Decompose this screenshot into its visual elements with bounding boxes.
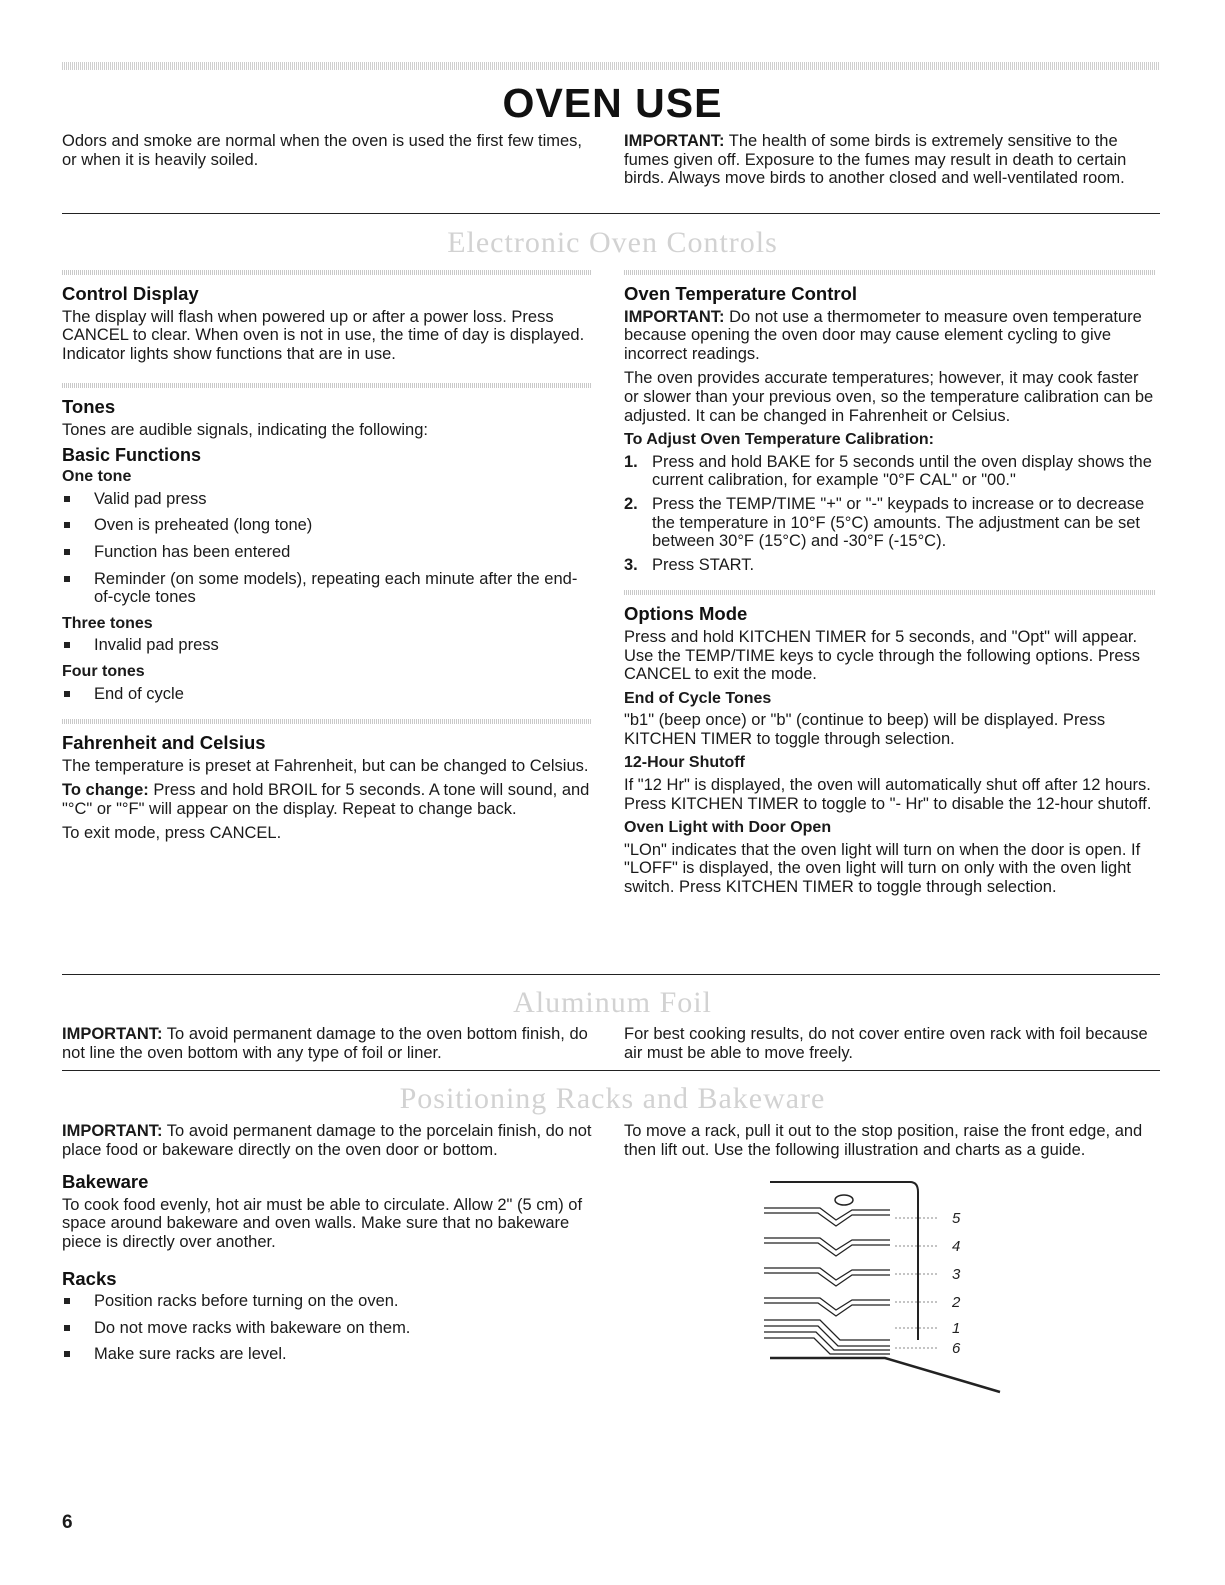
temp-important-label: IMPORTANT: <box>624 307 725 326</box>
oven-light-icon <box>835 1195 853 1205</box>
electronic-right-column <box>624 270 1156 903</box>
exit-mode-text: To exit mode, press CANCEL. <box>62 824 282 843</box>
rack-position-label: 3 <box>952 1266 961 1283</box>
column-hatch <box>62 383 592 388</box>
basic-functions-title: Basic Functions <box>62 444 202 465</box>
list-item: Make sure racks are level. <box>62 1345 602 1364</box>
section-rule <box>62 1070 1160 1071</box>
column-hatch <box>62 270 592 275</box>
list-item: Position racks before turning on the oven. <box>62 1292 602 1311</box>
page-title: OVEN USE <box>502 80 723 126</box>
racks-right <box>624 1122 1154 1165</box>
tones-text: Tones are audible signals, indicating the following: <box>62 420 428 439</box>
racks-title: Racks <box>62 1267 117 1289</box>
list-item: Invalid pad press <box>62 636 592 655</box>
to-change-label: To change: <box>62 781 149 800</box>
rack-position-label: 4 <box>952 1238 961 1255</box>
rack-position-label: 6 <box>952 1340 961 1357</box>
intro-right-text: The health of some birds is extremely sensitive to the fumes given off. Exposure to the fumes may result in death to certain birds. Always move birds to another closed and well-ventilated room. <box>624 132 1127 188</box>
bakeware-title: Bakeware <box>62 1171 149 1193</box>
one-tone-title: One tone <box>62 468 132 486</box>
oven-light-text: "LOn" indicates that the oven light will turn on when the door is open. If "LOFF" is displayed, the oven light will turn on only with the oven light switch. Press KITCHEN TIMER to toggle through selection. <box>624 840 1141 897</box>
control-display-text: The display will flash when powered up or after a power loss. Press CANCEL to clear. When oven is not in use, the time of day is displayed. Indicator lights show functions that are in use. <box>62 307 585 363</box>
section-heading-racks: Positioning Racks and Bakeware <box>399 1082 826 1115</box>
list-item: Oven is preheated (long tone) <box>62 516 592 535</box>
rack-position-label: 2 <box>952 1294 961 1311</box>
list-item: Valid pad press <box>62 490 592 509</box>
tones-title: Tones <box>62 396 116 418</box>
foil-right-text: For best cooking results, do not cover entire oven rack with foil because air must be able to move freely. <box>624 1025 1148 1062</box>
section-rule <box>62 974 1160 975</box>
list-item: Do not move racks with bakeware on them. <box>62 1319 602 1338</box>
to-change-text: Press and hold BROIL for 5 seconds. A tone will sound, and "°C" or "°F" will appear on the display. Repeat to change back. <box>62 781 590 818</box>
intro-right <box>624 132 1154 194</box>
fc-text: The temperature is preset at Fahrenheit, but can be changed to Celsius. <box>62 756 589 775</box>
oven-light-title: Oven Light with Door Open <box>624 819 832 837</box>
intro-left <box>62 132 582 175</box>
three-tones-title: Three tones <box>62 614 153 632</box>
rack-position-label: 5 <box>952 1210 961 1227</box>
options-mode-text: Press and hold KITCHEN TIMER for 5 seconds, and "Opt" will appear. Use the TEMP/TIME keys to cycle through the following options. Press CANCEL to exit the mode. <box>624 627 1141 684</box>
end-of-cycle-text: "b1" (beep once) or "b" (continue to beep) will be displayed. Press KITCHEN TIMER to toggle through selection. <box>624 711 1106 748</box>
column-hatch <box>624 590 1156 595</box>
top-hatch-bar <box>62 62 1160 70</box>
foil-right <box>624 1025 1154 1068</box>
list-item: Reminder (on some models), repeating each minute after the end-of-cycle tones <box>62 570 592 607</box>
section-rule <box>62 213 1160 214</box>
racks-left-column <box>62 1122 602 1372</box>
four-tones-title: Four tones <box>62 662 145 680</box>
bakeware-text: To cook food evenly, hot air must be able to circulate. Allow 2" (5 cm) of space around bakeware and oven walls. Make sure that no bakeware piece is directly over another. <box>62 1195 583 1251</box>
rack-positions-illustration <box>760 1180 1020 1400</box>
foil-important-label: IMPORTANT: <box>62 1025 163 1043</box>
list-item: End of cycle <box>62 685 592 704</box>
racks-important-label: IMPORTANT: <box>62 1122 163 1140</box>
list-item: Function has been entered <box>62 543 592 562</box>
control-display-title: Control Display <box>62 283 199 304</box>
racks-right-text: To move a rack, pull it out to the stop position, raise the front edge, and then lift out. Use the following illustration and charts as a guide. <box>624 1122 1143 1159</box>
racks-left-text: To avoid permanent damage to the porcelain finish, do not place food or bakeware directly on the oven door or bottom. <box>62 1122 592 1159</box>
step-item: 1. Press and hold BAKE for 5 seconds until the oven display shows the current calibration, for example "0°F CAL" or "00." <box>624 452 1152 490</box>
shutoff-title: 12-Hour Shutoff <box>624 754 745 772</box>
foil-left-text: To avoid permanent damage to the oven bottom finish, do not line the oven bottom with any type of foil or liner. <box>62 1025 588 1062</box>
foil-left <box>62 1025 592 1068</box>
temp-important-text: Do not use a thermometer to measure oven temperature because opening the oven door may cause element cycling to give incorrect readings. <box>624 307 1142 363</box>
options-mode-title: Options Mode <box>624 603 748 625</box>
step-item: 2. Press the TEMP/TIME "+" or "-" keypads to increase or to decrease the temperature in 10°F (5°C) amounts. The adjustment can be set between 30°F (15°C) and -30°F (-15°C). <box>624 494 1145 551</box>
intro-important-label: IMPORTANT: <box>624 132 725 150</box>
adjust-calibration-title: To Adjust Oven Temperature Calibration: <box>624 431 934 449</box>
fahrenheit-celsius-title: Fahrenheit and Celsius <box>62 732 266 754</box>
shutoff-text: If "12 Hr" is displayed, the oven will automatically shut off after 12 hours. Press KITCHEN TIMER to toggle to "- Hr" to disable the 12-hour shutoff. <box>624 776 1152 813</box>
rack-position-label: 1 <box>952 1320 961 1337</box>
page-number: 6 <box>62 1512 73 1533</box>
electronic-left-column <box>62 270 592 849</box>
section-heading-foil: Aluminum Foil <box>513 986 712 1019</box>
end-of-cycle-title: End of Cycle Tones <box>624 689 772 707</box>
temp-control-text: The oven provides accurate temperatures; however, it may cook faster or slower than your previous oven, so the temperature calibration can be adjusted. It can be changed in Fahrenheit or Celsius. <box>624 369 1154 425</box>
temp-control-title: Oven Temperature Control <box>624 283 858 304</box>
section-heading-electronic: Electronic Oven Controls <box>447 226 778 259</box>
step-item: 3. Press START. <box>624 555 755 574</box>
column-hatch <box>62 719 592 724</box>
intro-left-text: Odors and smoke are normal when the oven is used the first few times, or when it is heavily soiled. <box>62 132 582 169</box>
column-hatch <box>624 270 1156 275</box>
